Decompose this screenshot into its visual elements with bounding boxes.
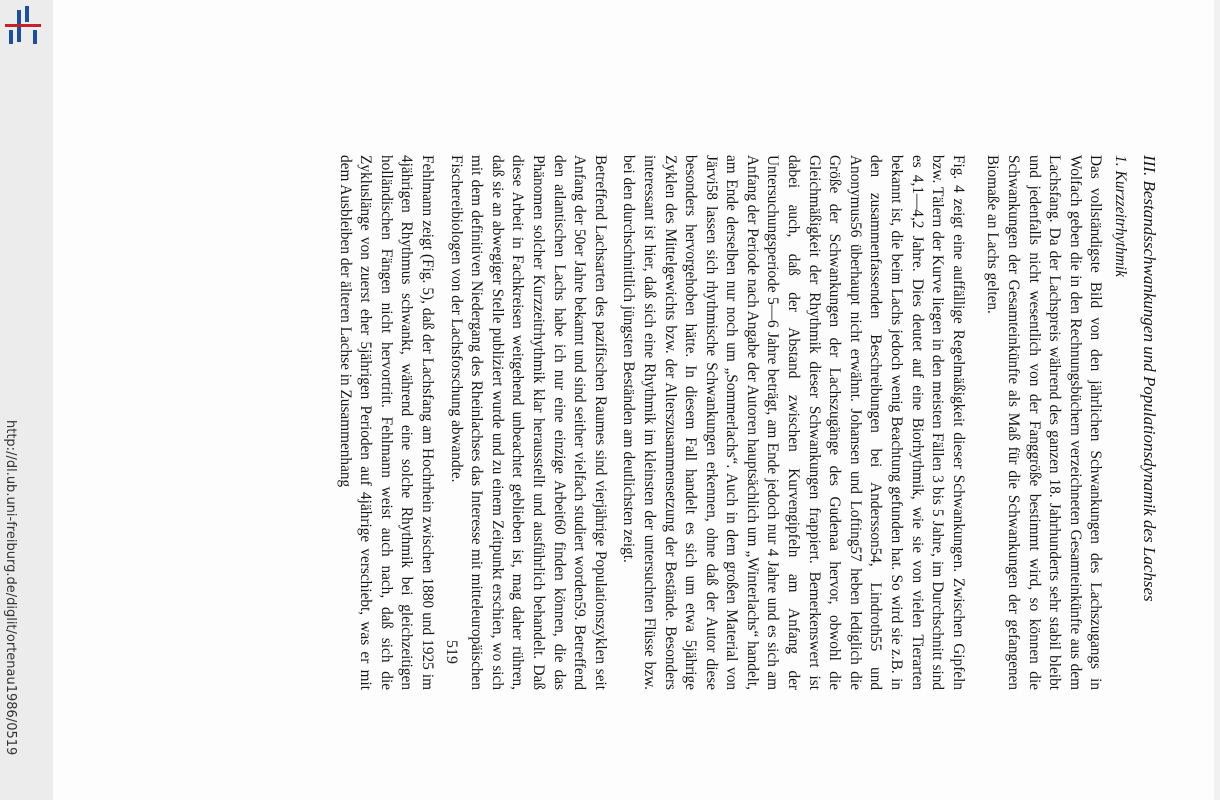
source-url[interactable]: http://dl.ub.uni-freiburg.de/diglit/ortenau1986/0519 <box>3 420 18 756</box>
text-column <box>326 155 1160 690</box>
library-logo-icon <box>3 4 43 48</box>
page-edge <box>1214 0 1220 800</box>
section-title: III. Bestandsschwankungen und Populationsdynamik des Lachses <box>1140 155 1159 602</box>
subsection-title: 1. Kurzzeitrhythmik <box>1112 155 1129 277</box>
paragraph-1: Das vollständigste Bild von den jährlichen Schwankungen des Lachszugangs in Wolfach geben die in den Rechnungsbüchern verzeichneten Gesamteinkünfte aus dem Lachsfang. Da der Lachspreis während des ganzen 18. Jahrhunderts sehr stabil bleibt und jedenfalls nicht wesentlich von der Fanggröße bestimmt wird, so können die Schwankungen der Gesamteinkünfte als Maß für die Schwankungen der gefangenen Biomaße an Lachs gelten. <box>984 155 1105 690</box>
scanned-page <box>53 0 1220 800</box>
paragraph-2: Fig. 4 zeigt eine auffällige Regelmäßigkeit dieser Schwankungen. Zwischen Gipfeln bzw. Tälern der Kurve liegen in den meisten Fällen 3 bis 5 Jahre, im Durchschnitt sind es 4,1—4,2 Jahre. Dies deutet auf eine Biorhythmik, wie sie von vielen Tierarten bekannt ist, die beim Lachs jedoch wenig Beachtung gefunden hat. So wird sie z.B. in den zusammenfassenden Beschreibungen bei Andersson54, Lindroth55 und Anonymus56 überhaupt nicht erwähnt. Johansen und Lofting57 heben lediglich die Größe der Schwankungen der Lachszugänge des Gudenaa hervor, obwohl die Gleichmäßigkeit der Rhythmik dieser Schwankungen frappiert. Bemerkenswert ist dabei auch, daß der Abstand zwischen Kurvengipfeln am Anfang der Untersuchungsperiode 5—6 Jahre beträgt, am Ende jedoch nur 4 Jahre und es sich am Anfang der Periode nach Angabe der Autoren hauptsächlich um „Winterlachs“ handelt, am Ende derselben nur noch um „Sommerlachs“. Auch in dem großen Material von Järvi58 lassen sich rhythmische Schwankungen erkennen, ohne daß der Autor diese besonders hervorgehoben hätte. In diesem Fall handelt es sich um etwa 5jährige Zyklen des Mittelgewichts bzw. der Alterszusammensetzung der Bestände. Besonders interessant ist hier, daß sich eine Rhythmik im kleinsten der untersuchten Flüsse bzw. bei den durchschnittlich jüngsten Beständen am deutlichsten zeigt. <box>620 155 967 690</box>
viewer-sidebar <box>0 0 54 800</box>
rotated-page-content <box>53 0 1220 800</box>
paragraph-4: Fehlmann zeigt (Fig. 5), daß der Lachsfang am Hochrhein zwischen 1880 und 1925 im 4jährigen Rhythmus schwankt, während eine solche Rhythmik bei gleichzeitigen holländischen Fängen nicht hervortritt. Fehlmann weist auch nach, daß sich die Zykluslänge von zuerst eher 5jährigen Perioden auf 4jährige verschiebt, was er mit dem Ausbleiben der älteren Lachse in Zusammenhang <box>336 155 436 690</box>
paragraph-3: Betreffend Lachsarten des pazifischen Raumes sind vierjährige Populationszyklen seit Anfang der 50er Jahre bekannt und sind seither vielfach studiert worden59. Betreffend den atlantischen Lachs habe ich nur eine einzige Arbeit60 finden können, die das Phänomen solcher Kurzzeitrhythmik klar herausstellt und ausführlich behandelt. Daß diese Arbeit in Fachkreisen weitgehend unbeachtet geblieben ist, mag daher rühren, daß sie an abwegiger Stelle publiziert wurde und zu einem Zeitpunkt erschien, wo sich mit dem definitiven Niedergang des Rheinlachses das Interesse mit mitteleuropäischen Fischereibiologen von der Lachsforschung abwandte. <box>447 155 609 690</box>
page-number: 519 <box>443 640 460 664</box>
